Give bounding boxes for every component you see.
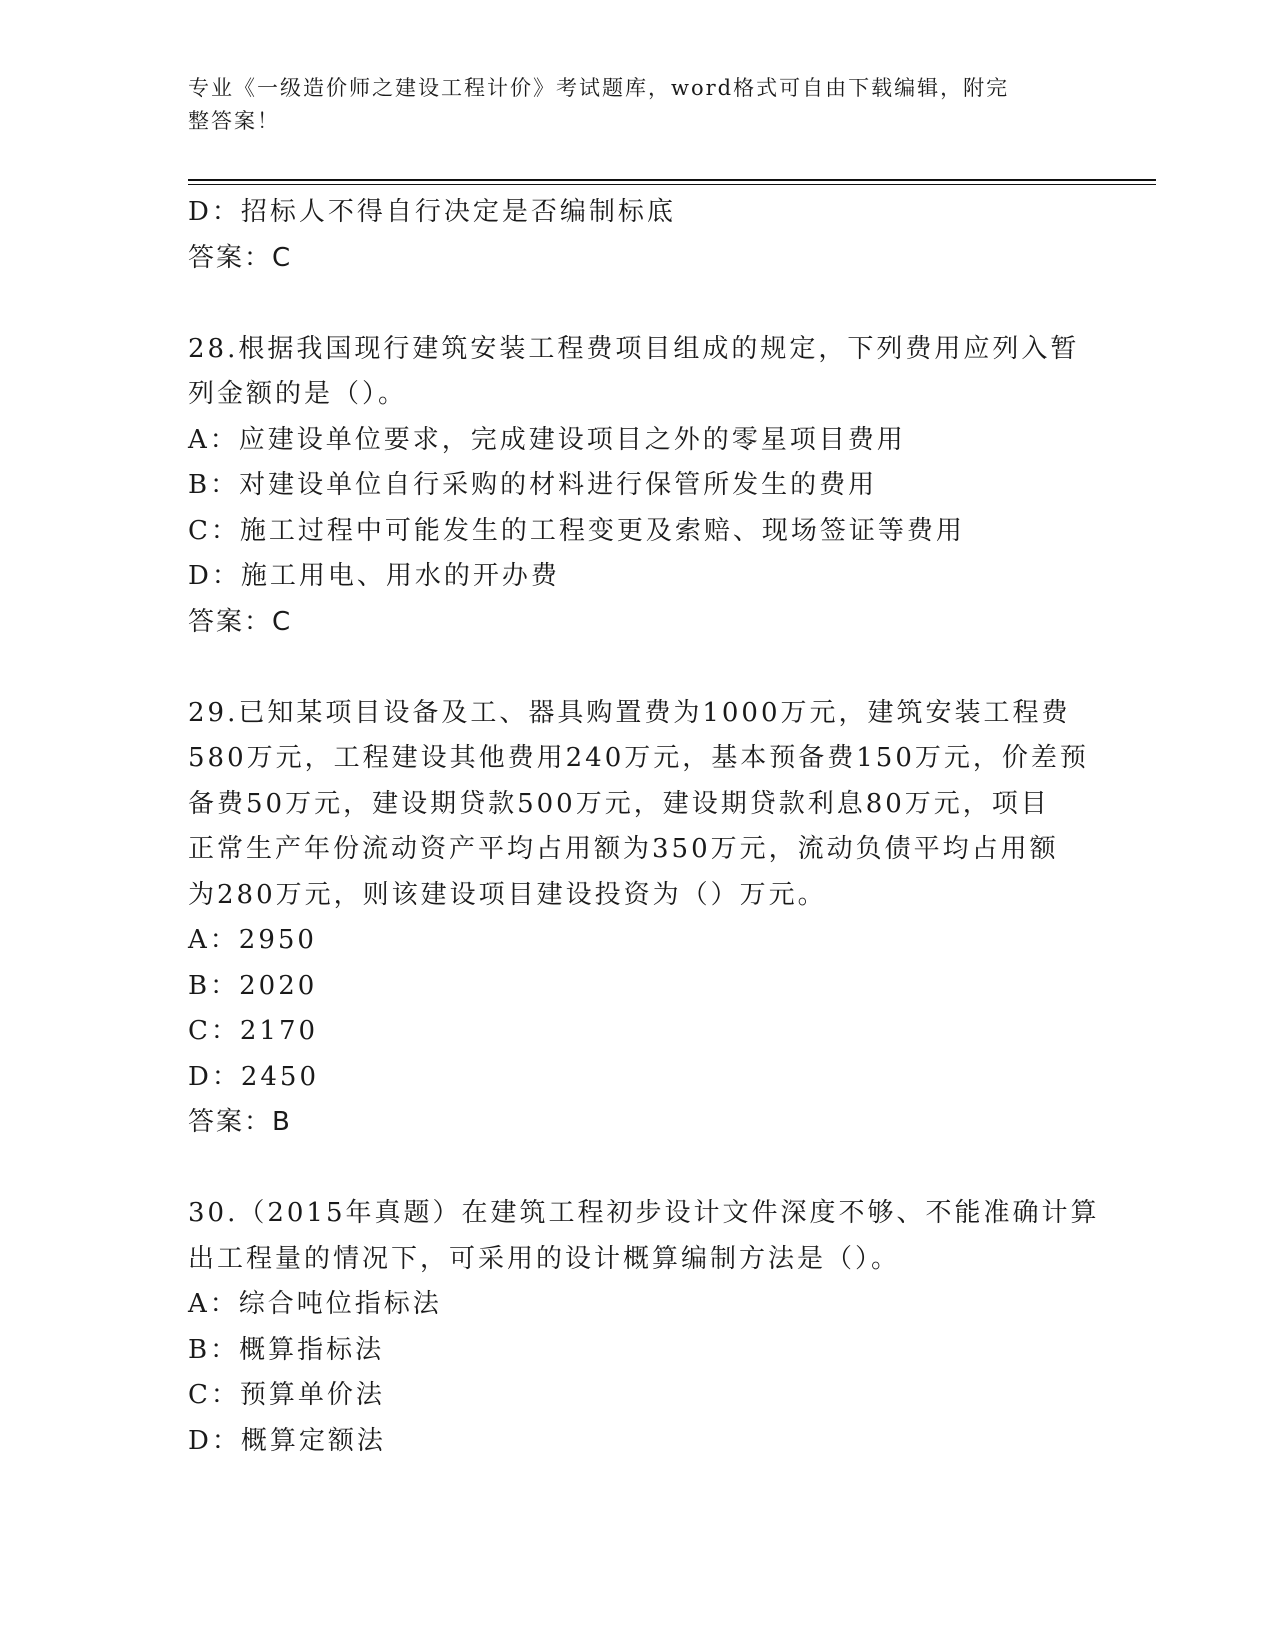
paragraph-gap [188, 645, 1088, 691]
document-header [188, 72, 1068, 138]
question-content [188, 190, 1100, 1464]
header-line-1: 专业《一级造价师之建设工程计价》考试题库，word格式可自由下载编辑，附完 [188, 76, 1010, 100]
text-line: B：2020 [188, 970, 318, 1001]
text-line: C：施工过程中可能发生的工程变更及索赔、现场签证等费用 [188, 515, 965, 546]
answer-line: 答案：B [188, 1107, 292, 1137]
answer-line: 答案：C [188, 242, 293, 273]
header-rule-thin [188, 184, 1156, 185]
text-line: B：概算指标法 [188, 1334, 385, 1365]
text-line: 备费50万元，建设期贷款500万元，建设期贷款利息80万元，项目 [188, 788, 1050, 819]
text-line: 580万元，工程建设其他费用240万元，基本预备费150万元，价差预 [188, 743, 1089, 773]
text-line: A：2950 [188, 925, 317, 955]
answer-line: 答案：C [188, 606, 293, 637]
text-line: 28.根据我国现行建筑安装工程费项目组成的规定，下列费用应列入暂 [188, 333, 1080, 364]
text-line: D：招标人不得自行决定是否编制标底 [188, 197, 676, 227]
text-line: D：2450 [188, 1061, 320, 1092]
text-line: 列金额的是（）。 [188, 379, 408, 409]
text-line: D：施工用电、用水的开办费 [188, 561, 560, 591]
paragraph-gap [188, 1146, 1088, 1192]
text-line: C：预算单价法 [188, 1380, 385, 1410]
text-line: C：2170 [188, 1016, 319, 1046]
text-line: D：概算定额法 [188, 1425, 386, 1456]
text-line: 正常生产年份流动资产平均占用额为350万元，流动负债平均占用额 [188, 834, 1059, 864]
header-line-2: 整答案！ [188, 109, 280, 133]
text-line: A：应建设单位要求，完成建设项目之外的零星项目费用 [188, 424, 906, 455]
text-line: B：对建设单位自行采购的材料进行保管所发生的费用 [188, 470, 878, 500]
text-line: 30.（2015年真题）在建筑工程初步设计文件深度不够、不能准确计算 [188, 1198, 1100, 1228]
paragraph-gap [188, 281, 1088, 327]
text-line: 29.已知某项目设备及工、器具购置费为1000万元，建筑安装工程费 [188, 697, 1071, 728]
text-line: A：综合吨位指标法 [188, 1289, 442, 1319]
text-line: 出工程量的情况下，可采用的设计概算编制方法是（）。 [188, 1243, 901, 1274]
header-rule-thick [188, 179, 1156, 181]
text-line: 为280万元，则该建设项目建设投资为（）万元。 [188, 879, 827, 910]
